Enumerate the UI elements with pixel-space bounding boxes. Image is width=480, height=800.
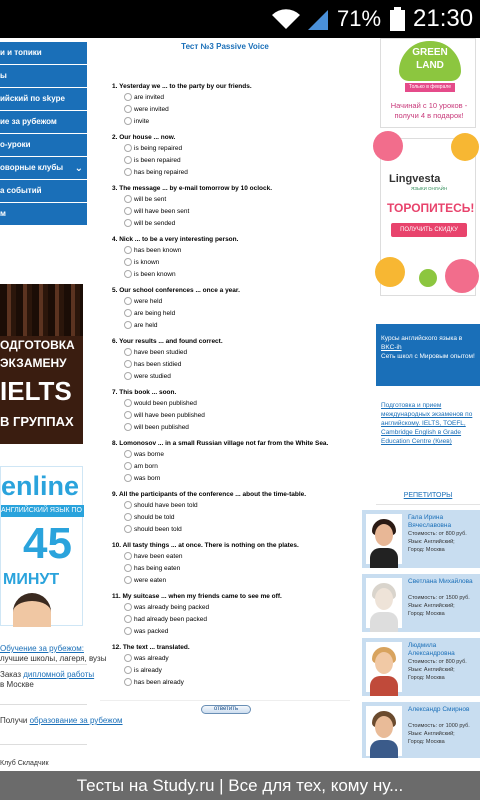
menu-item-events[interactable]: а событий	[0, 180, 87, 202]
answer-option[interactable]	[124, 93, 164, 103]
answer-option-label: were eaten	[134, 577, 167, 584]
radio-button[interactable]	[124, 678, 132, 686]
answer-option-label: were studied	[134, 373, 171, 380]
left-link-education-prefix: Получи	[0, 716, 30, 725]
tutor-city: Город: Москва	[408, 547, 445, 553]
radio-button[interactable]	[124, 297, 132, 305]
left-link-abroad-text: лучшие школы, лагеря, вузы	[0, 654, 107, 663]
radio-button[interactable]	[124, 117, 132, 125]
skype-ad-unit: МИНУТ	[3, 571, 60, 588]
left-link-diploma-anchor[interactable]: дипломной работы	[23, 670, 95, 679]
tutor-language: Язык: Английский;	[408, 539, 455, 545]
radio-button[interactable]	[124, 156, 132, 164]
radio-button[interactable]	[124, 144, 132, 152]
radio-button[interactable]	[124, 654, 132, 662]
flower-decoration	[445, 259, 479, 293]
skype-ad-banner[interactable]	[0, 466, 108, 626]
menu-item-skype[interactable]: ийский по skype	[0, 88, 87, 110]
courses-text2: Сеть школ с Мировым опытом!	[381, 353, 475, 360]
radio-button[interactable]	[124, 372, 132, 380]
radio-button[interactable]	[124, 576, 132, 584]
answer-option-label: has being repaired	[134, 169, 188, 176]
divider	[0, 704, 87, 705]
tutor-city: Город: Москва	[408, 739, 445, 745]
right-sidebar	[376, 38, 480, 778]
menu-item-abroad[interactable]: ие за рубежом	[0, 111, 87, 133]
battery-icon	[390, 7, 405, 31]
answer-option[interactable]	[124, 513, 174, 523]
question-text: 12. The text ... translated.	[112, 644, 190, 651]
answer-option[interactable]	[124, 258, 159, 268]
tutor-body	[370, 612, 398, 632]
question-text: 8. Lomonosov ... in a small Russian village not far from the White Sea.	[112, 440, 329, 447]
footer-link[interactable]: Клуб Складчик	[0, 760, 49, 767]
flower-decoration	[373, 131, 403, 161]
answer-option-label: was packed	[134, 628, 169, 635]
answer-option[interactable]	[124, 525, 182, 535]
tutor-face	[375, 652, 393, 674]
answer-option[interactable]	[124, 246, 181, 256]
answer-option-label: was already	[134, 655, 169, 662]
answer-option-label: was born	[134, 475, 161, 482]
left-link-education[interactable]	[0, 716, 123, 726]
radio-button[interactable]	[124, 360, 132, 368]
answer-option-label: have been studied	[134, 349, 188, 356]
tutor-name[interactable]: Гала Ирина Вячеславовна	[408, 514, 452, 529]
radio-button[interactable]	[124, 219, 132, 227]
tutor-card[interactable]	[362, 510, 480, 568]
answer-option[interactable]	[124, 195, 166, 205]
green-land-ad[interactable]	[380, 38, 476, 128]
graduates-image	[0, 284, 83, 336]
answer-option-label: am born	[134, 463, 158, 470]
answer-option[interactable]	[124, 207, 189, 217]
skype-ad-number: 45	[23, 519, 72, 568]
courses-box[interactable]	[376, 324, 480, 386]
answer-option[interactable]	[124, 156, 181, 166]
menu-item-clubs[interactable]	[0, 157, 87, 179]
chevron-down-icon: ⌄	[74, 163, 83, 174]
ielts-exam-link[interactable]: Подготовка и прием международных экзаменов по английскому. IELTS, TOEFL, Cambridge English в Grade Education Centre (Киев)	[381, 402, 473, 445]
answer-option[interactable]	[124, 399, 197, 409]
left-sidebar	[0, 38, 123, 800]
tutors-heading[interactable]: РЕПЕТИТОРЫ	[403, 492, 453, 499]
radio-button[interactable]	[124, 450, 132, 458]
answer-option-label: is been known	[134, 271, 176, 278]
page-title-toast: Тесты на Study.ru | Все для тех, кому ну...	[0, 771, 480, 800]
answer-option-label: are being held	[134, 310, 176, 317]
divider	[376, 504, 480, 505]
green-land-logo	[399, 41, 461, 81]
tutor-city: Город: Москва	[408, 611, 445, 617]
tutor-photo	[366, 514, 402, 564]
menu-item-tests[interactable]: ы	[0, 65, 87, 87]
lingvesta-discount-button[interactable]: ПОЛУЧИТЬ СКИДКУ	[391, 223, 467, 237]
tutor-face	[375, 716, 393, 738]
green-land-text: Начинай с 10 уроков - получи 4 в подарок!	[390, 101, 468, 120]
tutor-name[interactable]: Светлана Михайлова	[408, 578, 473, 585]
radio-button[interactable]	[124, 246, 132, 254]
radio-button[interactable]	[124, 168, 132, 176]
answer-button[interactable]: ответить	[201, 705, 251, 714]
answer-option[interactable]	[124, 360, 181, 370]
answer-option-label: is being repaired	[134, 145, 183, 152]
answer-option-label: had already been packed	[134, 616, 208, 623]
ielts-ad-line3: IELTS	[0, 376, 72, 406]
lingvesta-logo: Lingvesta	[389, 173, 441, 185]
radio-button[interactable]	[124, 195, 132, 203]
lingvesta-ad[interactable]	[380, 138, 476, 296]
menu-item-clubs-label: оворные клубы	[0, 163, 64, 172]
answer-option-label: was already being packed	[134, 604, 210, 611]
battery-percent: 71%	[337, 6, 382, 31]
answer-option-label: will be sent	[134, 196, 167, 203]
answer-option-label: were invited	[134, 106, 169, 113]
answer-option[interactable]	[124, 117, 149, 127]
left-link-diploma[interactable]	[0, 670, 95, 690]
green-land-ribbon: Только в феврале	[405, 83, 455, 92]
flower-decoration	[375, 257, 405, 287]
answer-option[interactable]	[124, 144, 182, 154]
tutor-price: Стоимость: от 1000 руб.	[408, 723, 470, 729]
courses-link[interactable]: BKC-ih	[381, 344, 402, 351]
divider	[100, 700, 350, 701]
tutor-name[interactable]: Александр Смирнов	[408, 706, 470, 713]
answer-option[interactable]	[124, 450, 164, 460]
radio-button[interactable]	[124, 270, 132, 278]
tutor-language: Язык: Английский;	[408, 731, 455, 737]
divider	[0, 664, 87, 665]
skype-ad-brand: enline	[1, 471, 80, 501]
status-bar	[0, 0, 480, 38]
radio-button[interactable]	[124, 615, 132, 623]
answer-option-label: will be sended	[134, 220, 176, 227]
answer-option[interactable]	[124, 372, 171, 382]
answer-option-label: were held	[134, 298, 163, 305]
menu-item-more[interactable]: м	[0, 203, 87, 225]
answer-option-label: is already	[134, 667, 162, 674]
clock: 21:30	[413, 5, 474, 32]
left-link-diploma-prefix: Заказ	[0, 670, 24, 679]
answer-option[interactable]	[124, 168, 188, 178]
radio-button[interactable]	[124, 552, 132, 560]
tutor-card[interactable]	[362, 574, 480, 632]
left-link-abroad-anchor[interactable]: Обучение за рубежом:	[0, 644, 84, 653]
question-text: 9. All the participants of the conference ... about the time-table.	[112, 491, 307, 498]
question-text: 1. Yesterday we ... to the party by our friends.	[112, 83, 252, 90]
wifi-icon	[270, 7, 302, 31]
left-link-abroad[interactable]	[0, 644, 107, 664]
left-link-education-anchor[interactable]: образование за рубежом	[29, 716, 123, 725]
answer-option[interactable]	[124, 219, 175, 229]
radio-button[interactable]	[124, 474, 132, 482]
skype-ad-tag: АНГЛИЙСКИЙ ЯЗЫК ПО SKYPE	[1, 505, 84, 517]
answer-option-label: have been eaten	[134, 553, 183, 560]
radio-button[interactable]	[124, 105, 132, 113]
answer-option[interactable]	[124, 678, 184, 688]
answer-option[interactable]	[124, 654, 169, 664]
answer-option-label: should be told	[134, 514, 175, 521]
radio-button[interactable]	[124, 501, 132, 509]
answer-option-label: will have been sent	[134, 208, 190, 215]
answer-option[interactable]	[124, 501, 198, 511]
answer-option[interactable]	[124, 462, 158, 472]
radio-button[interactable]	[124, 423, 132, 431]
signal-icon	[306, 8, 330, 30]
ielts-ad-line1: ОДГОТОВКА	[0, 338, 75, 352]
answer-option[interactable]	[124, 576, 166, 586]
radio-button[interactable]	[124, 399, 132, 407]
left-link-diploma-text: в Москве	[0, 680, 34, 689]
quiz-title: Тест №3 Passive Voice	[181, 42, 269, 51]
tutor-price: Стоимость: от 800 руб.	[408, 531, 467, 537]
question-text: 2. Our house ... now.	[112, 134, 176, 141]
green-land-logo-line1: GREEN	[412, 47, 448, 58]
answer-option[interactable]	[124, 627, 168, 637]
answer-option-label: are invited	[134, 94, 164, 101]
answer-option[interactable]	[124, 411, 205, 421]
answer-option[interactable]	[124, 105, 169, 115]
answer-option-label: should been told	[134, 526, 182, 533]
radio-button[interactable]	[124, 348, 132, 356]
answer-option[interactable]	[124, 615, 207, 625]
answer-option-label: has been known	[134, 247, 182, 254]
ielts-ad-line2: ЭКЗАМЕНУ	[0, 356, 67, 370]
answer-option[interactable]	[124, 309, 175, 319]
green-land-logo-line2: LAND	[416, 60, 444, 71]
answer-option-label: was borne	[134, 451, 164, 458]
radio-button[interactable]	[124, 258, 132, 266]
tutor-language: Язык: Английский;	[408, 667, 455, 673]
answer-option[interactable]	[124, 348, 187, 358]
ielts-ad-banner[interactable]	[0, 284, 83, 444]
lingvesta-sub: ЯЗЫКИ ОНЛАЙН	[411, 186, 448, 191]
tutor-body	[370, 676, 398, 696]
quiz-panel	[100, 38, 350, 778]
tutor-photo	[366, 706, 402, 756]
radio-button[interactable]	[124, 462, 132, 470]
radio-button[interactable]	[124, 525, 132, 533]
question-text: 6. Your results ... and found correct.	[112, 338, 223, 345]
lingvesta-headline: ТОРОПИТЕСЬ!	[387, 201, 475, 215]
tutor-body	[370, 740, 398, 760]
answer-option[interactable]	[124, 552, 182, 562]
tutor-price: Стоимость: от 1500 руб.	[408, 595, 470, 601]
answer-option[interactable]	[124, 564, 180, 574]
answer-option[interactable]	[124, 603, 209, 613]
answer-option-label: would been published	[134, 400, 197, 407]
tutor-photo	[366, 642, 402, 692]
radio-button[interactable]	[124, 207, 132, 215]
radio-button[interactable]	[124, 513, 132, 521]
ielts-ad-line4: В ГРУППАХ	[0, 414, 74, 429]
answer-option-label: invite	[134, 118, 150, 125]
tutor-price: Стоимость: от 800 руб.	[408, 659, 467, 665]
radio-button[interactable]	[124, 627, 132, 635]
answer-option-label: will been published	[134, 424, 189, 431]
tutor-language: Язык: Английский;	[408, 603, 455, 609]
answer-option-label: is known	[134, 259, 160, 266]
answer-option[interactable]	[124, 321, 158, 331]
courses-text: Курсы английского языка в	[381, 335, 463, 342]
answer-option-label: are held	[134, 322, 158, 329]
answer-option-label: has been already	[134, 679, 184, 686]
answer-option-label: has been stidied	[134, 361, 182, 368]
tutor-name[interactable]: Людмила Александровна	[408, 642, 455, 657]
answer-option-label: is been repaired	[134, 157, 181, 164]
radio-button[interactable]	[124, 603, 132, 611]
radio-button[interactable]	[124, 411, 132, 419]
tutor-face	[375, 588, 393, 610]
answer-option-label: has being eaten	[134, 565, 181, 572]
tutor-card[interactable]	[362, 638, 480, 696]
divider	[0, 744, 87, 745]
question-text: 4. Nick ... to be a very interesting person.	[112, 236, 239, 243]
answer-option[interactable]	[124, 270, 176, 280]
question-text: 11. My suitcase ... when my friends came to see me off.	[112, 593, 282, 600]
radio-button[interactable]	[124, 666, 132, 674]
radio-button[interactable]	[124, 321, 132, 329]
question-text: 3. The message ... by e-mail tomorrow by 10 oclock.	[112, 185, 273, 192]
tutor-body	[370, 548, 398, 568]
radio-button[interactable]	[124, 564, 132, 572]
radio-button[interactable]	[124, 309, 132, 317]
flower-decoration	[419, 269, 437, 287]
question-text: 7. This book ... soon.	[112, 389, 177, 396]
flower-decoration	[451, 133, 479, 161]
answer-option-label: will have been published	[134, 412, 205, 419]
answer-option-label: should have been told	[134, 502, 198, 509]
footer	[0, 758, 480, 770]
question-text: 10. All tasty things ... at once. There is nothing on the plates.	[112, 542, 299, 549]
tutor-city: Город: Москва	[408, 675, 445, 681]
headset-girl-image	[13, 593, 51, 627]
menu-item-topics[interactable]: и и топики	[0, 42, 87, 64]
menu-item-video-lessons[interactable]: о-уроки	[0, 134, 87, 156]
question-text: 5. Our school conferences ... once a year.	[112, 287, 240, 294]
answer-option[interactable]	[124, 297, 162, 307]
tutor-photo	[366, 578, 402, 628]
radio-button[interactable]	[124, 93, 132, 101]
tutor-face	[375, 524, 393, 546]
answer-option[interactable]	[124, 474, 160, 484]
tutor-card[interactable]	[362, 702, 480, 760]
answer-option[interactable]	[124, 666, 162, 676]
answer-option[interactable]	[124, 423, 189, 433]
